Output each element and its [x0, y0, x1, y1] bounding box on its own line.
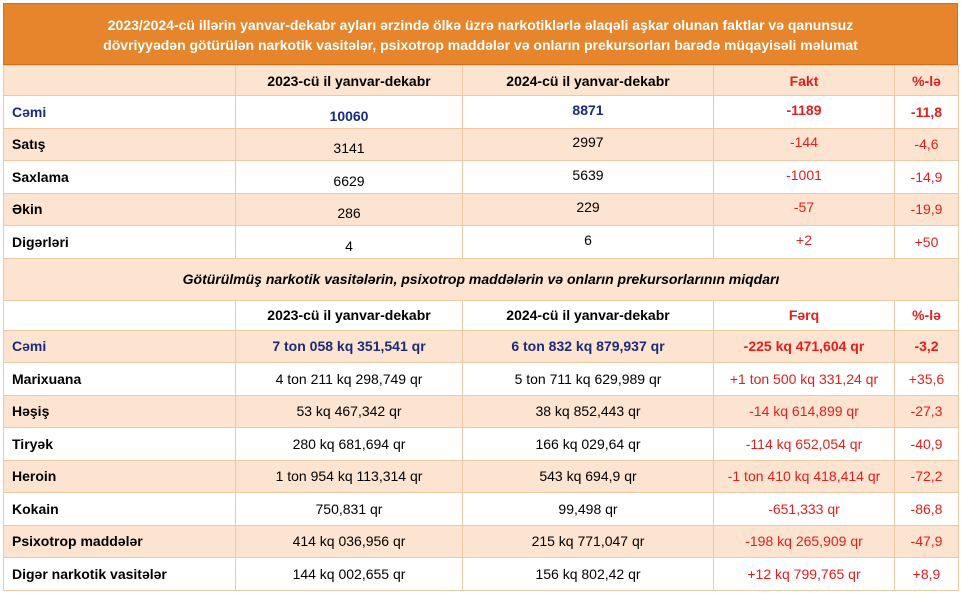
value-2023: 4 [345, 237, 353, 254]
value-ferq: -1 ton 410 kq 418,414 qr [714, 460, 895, 493]
header-2023: 2023-cü il yanvar-dekabr [236, 300, 463, 330]
value-fakt: -1189 [786, 101, 822, 118]
report-title-line-1: 2023/2024-cü illərin yanvar-dekabr ayları ərzində ölkə üzrə narkotiklərlə əlaqəli aşkar olunan faktlar və qanunsuz [107, 17, 854, 33]
value-2023: 414 kq 036,956 qr [236, 525, 463, 558]
value-2024: 8871 [572, 101, 604, 118]
value-percent: -11,8 [895, 96, 959, 129]
value-2023: 3141 [333, 140, 365, 157]
value-percent: -27,3 [895, 395, 959, 428]
value-percent: -47,9 [895, 525, 959, 558]
row-label: Həşiş [4, 395, 236, 428]
row-label: Cəmi [4, 96, 236, 129]
value-2023: 144 kq 002,655 qr [236, 558, 463, 591]
value-ferq: -198 kq 265,909 qr [714, 525, 895, 558]
value-percent: -86,8 [895, 493, 959, 526]
table-row [4, 193, 959, 226]
value-ferq: -114 kq 652,054 qr [714, 428, 895, 461]
row-label: Marixuana [4, 363, 236, 396]
header-fakt: Fakt [714, 66, 895, 96]
header-2024: 2024-cü il yanvar-dekabr [463, 66, 714, 96]
row-label: Digər narkotik vasitələr [4, 558, 236, 591]
value-2023: 280 kq 681,694 qr [236, 428, 463, 461]
value-2024: 6 ton 832 kq 879,937 qr [463, 330, 714, 363]
value-2024: 215 kq 771,047 qr [463, 525, 714, 558]
table-row [4, 428, 959, 461]
value-2023: 750,831 qr [236, 493, 463, 526]
table-row [4, 525, 959, 558]
header-blank [4, 66, 236, 96]
header-2024: 2024-cü il yanvar-dekabr [463, 300, 714, 330]
header-percent: %-lə [895, 66, 959, 96]
value-percent: -3,2 [895, 330, 959, 363]
value-2023: 53 kq 467,342 qr [236, 395, 463, 428]
table-row [4, 363, 959, 396]
row-label: Cəmi [4, 330, 236, 363]
value-2023: 7 ton 058 kq 351,541 qr [236, 330, 463, 363]
row-label: Saxlama [4, 161, 236, 194]
table-row [4, 161, 959, 194]
report-title-line-2: dövriyyədən götürülən narkotik vasitələr, psixotrop maddələr və onların prekursorları barədə müqayisəli məlumat [103, 37, 858, 53]
quantity-header-row [4, 300, 959, 330]
value-2024: 2997 [572, 134, 604, 151]
value-2023: 286 [337, 205, 361, 222]
value-percent: +35,6 [895, 363, 959, 396]
table-row [4, 96, 959, 129]
value-percent: -19,9 [895, 193, 959, 226]
row-label: Əkin [4, 193, 236, 226]
header-blank [4, 300, 236, 330]
value-ferq: -14 kq 614,899 qr [714, 395, 895, 428]
value-2024: 5639 [572, 166, 604, 183]
value-ferq: -651,333 qr [714, 493, 895, 526]
value-2024: 38 kq 852,443 qr [463, 395, 714, 428]
value-2024: 166 kq 029,64 qr [463, 428, 714, 461]
section-title: Götürülmüş narkotik vasitələrin, psixotrop maddələrin və onların prekursorlarının miqdarı [4, 258, 959, 300]
facts-table [3, 65, 959, 591]
row-label: Psixotrop maddələr [4, 525, 236, 558]
value-ferq: +12 kq 799,765 qr [714, 558, 895, 591]
row-label: Tiryək [4, 428, 236, 461]
value-2023: 6629 [333, 172, 365, 189]
table-row [4, 395, 959, 428]
row-label: Satış [4, 128, 236, 161]
table-row [4, 493, 959, 526]
row-label: Digərləri [4, 226, 236, 259]
header-2023: 2023-cü il yanvar-dekabr [236, 66, 463, 96]
table-row [4, 128, 959, 161]
value-percent: +50 [895, 226, 959, 259]
value-percent: +8,9 [895, 558, 959, 591]
table-row [4, 558, 959, 591]
value-fakt: +2 [796, 231, 812, 248]
section-title-row [4, 258, 959, 300]
value-percent: -4,6 [895, 128, 959, 161]
value-percent: -72,2 [895, 460, 959, 493]
value-2023: 1 ton 954 kq 113,314 qr [236, 460, 463, 493]
value-fakt: -1001 [786, 166, 822, 183]
value-2023: 10060 [329, 107, 369, 124]
table-row [4, 460, 959, 493]
value-2024: 6 [584, 231, 592, 248]
header-ferq: Fərq [714, 300, 895, 330]
comparison-report [3, 3, 958, 591]
value-2024: 5 ton 711 kq 629,989 qr [463, 363, 714, 396]
value-2024: 229 [576, 199, 600, 216]
header-percent: %-lə [895, 300, 959, 330]
value-percent: -40,9 [895, 428, 959, 461]
value-2024: 543 kq 694,9 qr [463, 460, 714, 493]
value-2024: 99,498 qr [463, 493, 714, 526]
value-ferq: +1 ton 500 kq 331,24 qr [714, 363, 895, 396]
row-label: Kokain [4, 493, 236, 526]
value-ferq: -225 kq 471,604 qr [714, 330, 895, 363]
report-title [3, 3, 958, 65]
table-row [4, 226, 959, 259]
table-row [4, 330, 959, 363]
facts-header-row [4, 66, 959, 96]
value-fakt: -57 [793, 199, 815, 216]
value-percent: -14,9 [895, 161, 959, 194]
value-2024: 156 kq 802,42 qr [463, 558, 714, 591]
row-label: Heroin [4, 460, 236, 493]
value-2023: 4 ton 211 kq 298,749 qr [236, 363, 463, 396]
value-fakt: -144 [789, 134, 819, 151]
